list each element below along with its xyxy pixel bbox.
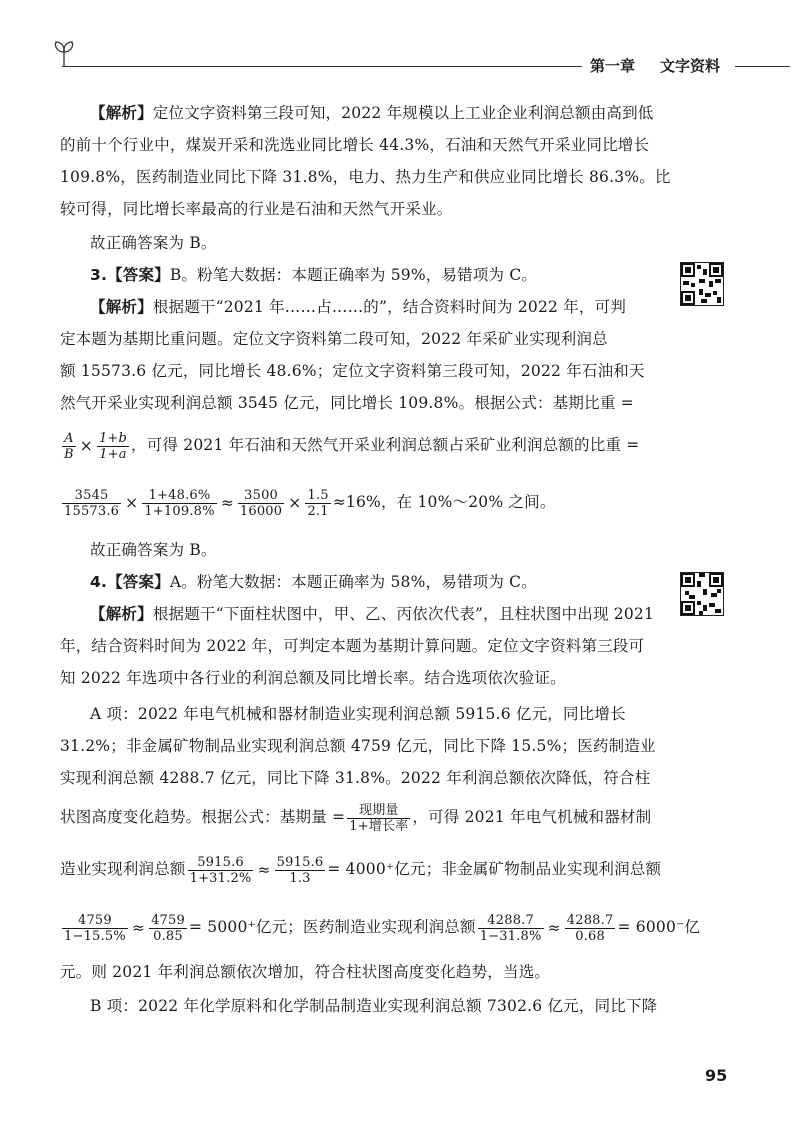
option-a-line2: 31.2%；非金属矿物制品业实现利润总额 4759 亿元，同比下降 15.5%；医药制造业 <box>60 737 656 755</box>
header-chapter: 第一章 <box>590 57 636 75</box>
para4-line3: 知 2022 年选项中各行业的利润总额及同比增长率。结合选项依次验证。 <box>60 669 566 687</box>
fraction-4759-a: $\frac{4759}{1-15.5\%}$ <box>64 912 126 944</box>
approx-op: ≈ <box>257 861 271 879</box>
fraction-5915-b: $\frac{5915.6}{1.3}$ <box>276 854 324 886</box>
para1-line3: 109.8%，医药制造业同比下降 31.8%，电力、热力生产和供应业同比增长 86.3%。比 <box>60 168 671 186</box>
formula-line-calc <box>60 480 652 524</box>
option-a-line3: 实现利润总额 4288.7 亿元，同比下降 31.8%。2022 年利润总额依次降低，符合柱 <box>60 769 651 787</box>
option-a-line6-tail: = 6000⁻亿 <box>617 918 701 936</box>
option-a-line7: 元。则 2021 年利润总额依次增加，符合柱状图高度变化趋势，当选。 <box>60 963 551 981</box>
para4-text: 根据题干“下面柱状图中，甲、乙、丙依次代表”，且柱状图中出现 2021 <box>152 605 655 623</box>
para3-line3: 额 15573.6 亿元，同比增长 48.6%；定位文字资料第三段可知，2022 年石油和天 <box>60 362 645 380</box>
para4-line1 <box>90 604 682 624</box>
option-a-line6-mid: = 5000⁺亿元；医药制造业实现利润总额 <box>188 918 476 936</box>
para3-line5-text: ，可得 2021 年石油和天然气开采业利润总额占采矿业利润总额的比重 = <box>131 436 640 454</box>
option-a-line4-tail: ，可得 2021 年电气机械和器材制 <box>412 808 652 826</box>
fraction-1-5: $\frac{1.5}{2.1}$ <box>307 487 329 519</box>
option-a-line1: A 项：2022 年电气机械和器材制造业实现利润总额 5915.6 亿元，同比增长 <box>90 705 626 723</box>
para1-line1 <box>90 103 682 123</box>
option-a-line4 <box>60 795 652 839</box>
analysis-tag: 【解析】 <box>90 605 153 623</box>
q3-answer-tag: 3.【答案】 <box>90 266 170 284</box>
para1-line2: 的前十个行业中，煤炭开采和洗选业同比增长 44.3%，石油和天然气开采业同比增长 <box>60 136 650 154</box>
para3-text: 根据题干“2021 年……占……的”，结合资料时间为 2022 年，可判 <box>152 298 627 316</box>
header-rule-left <box>62 66 582 67</box>
fraction-3500: $\frac{3500}{16000}$ <box>239 487 283 519</box>
fraction-4288-a: $\frac{4288.7}{1-31.8\%}$ <box>479 912 542 944</box>
option-b-line1: B 项：2022 年化学原料和化学制品制造业实现利润总额 7302.6 亿元，同比下降 <box>90 997 658 1015</box>
q4-answer-line <box>90 572 682 592</box>
qr-code-q3[interactable] <box>680 262 724 306</box>
qr-code-q4[interactable] <box>680 572 724 616</box>
para4-line2: 年，结合资料时间为 2022 年，可判定本题为基期计算问题。定位文字资料第三段可 <box>60 637 645 655</box>
option-a-line4-text: 状图高度变化趋势。根据公式：基期量 = <box>60 808 346 826</box>
q3-answer-text: B。粉笔大数据：本题正确率为 59%，易错项为 C。 <box>169 266 538 284</box>
option-a-line5-tail: = 4000⁺亿元；非金属矿物制品业实现利润总额 <box>327 860 662 878</box>
para1-line4: 较可得，同比增长率最高的行业是石油和天然气开采业。 <box>60 200 453 218</box>
analysis-tag: 【解析】 <box>90 104 153 122</box>
option-a-line5 <box>60 847 662 891</box>
approx-op: ≈ <box>131 919 146 937</box>
answer-line-3: 故正确答案为 B。 <box>90 541 217 559</box>
para3-line6-tail: ≈16%，在 10%～20% 之间。 <box>332 493 556 511</box>
formula-line-base-ratio <box>60 425 652 465</box>
q4-answer-text: A。粉笔大数据：本题正确率为 58%，易错项为 C。 <box>169 573 537 591</box>
header-rule-right <box>735 66 790 67</box>
option-a-line6 <box>60 905 701 949</box>
fraction-3545: $\frac{3545}{15573.6}$ <box>64 487 120 519</box>
fraction-4288-b: $\frac{4288.7}{0.68}$ <box>566 912 614 944</box>
times-op: × <box>125 494 139 512</box>
fraction-growth: $\frac{1+48.6\%}{1+109.8\%}$ <box>144 487 215 519</box>
fraction-1b-over-1a: $\frac{1+b}{1+a}$ <box>98 430 128 462</box>
fraction-4759-b: $\frac{4759}{0.85}$ <box>151 912 185 944</box>
approx-op: ≈ <box>220 494 234 512</box>
para3-line1 <box>90 297 682 317</box>
para3-line2: 定本题为基期比重问题。定位文字资料第二段可知，2022 年采矿业实现利润总 <box>60 330 608 348</box>
approx-op: ≈ <box>547 919 561 937</box>
option-a-line5-text: 造业实现利润总额 <box>60 860 186 878</box>
para3-line4: 然气开采业实现利润总额 3545 亿元，同比增长 109.8%。根据公式：基期比重 = <box>60 394 634 412</box>
fraction-base-formula: $\frac{\text{现期量}}{\text{1+增长率}}$ <box>349 802 409 834</box>
analysis-tag: 【解析】 <box>90 298 153 316</box>
times-op: × <box>288 494 302 512</box>
para1-text: 定位文字资料第三段可知，2022 年规模以上工业企业利润总额由高到低 <box>152 104 654 122</box>
q4-answer-tag: 4.【答案】 <box>90 573 170 591</box>
times-op: × <box>79 437 93 455</box>
q3-answer-line <box>90 265 682 285</box>
answer-line-1: 故正确答案为 B。 <box>90 234 217 252</box>
page-number: 95 <box>705 1066 728 1085</box>
header-section: 文字资料 <box>660 57 721 75</box>
fraction-5915-a: $\frac{5915.6}{1+31.2\%}$ <box>189 854 252 886</box>
fraction-a-over-b: $\frac{A}{B}$ <box>64 430 74 462</box>
